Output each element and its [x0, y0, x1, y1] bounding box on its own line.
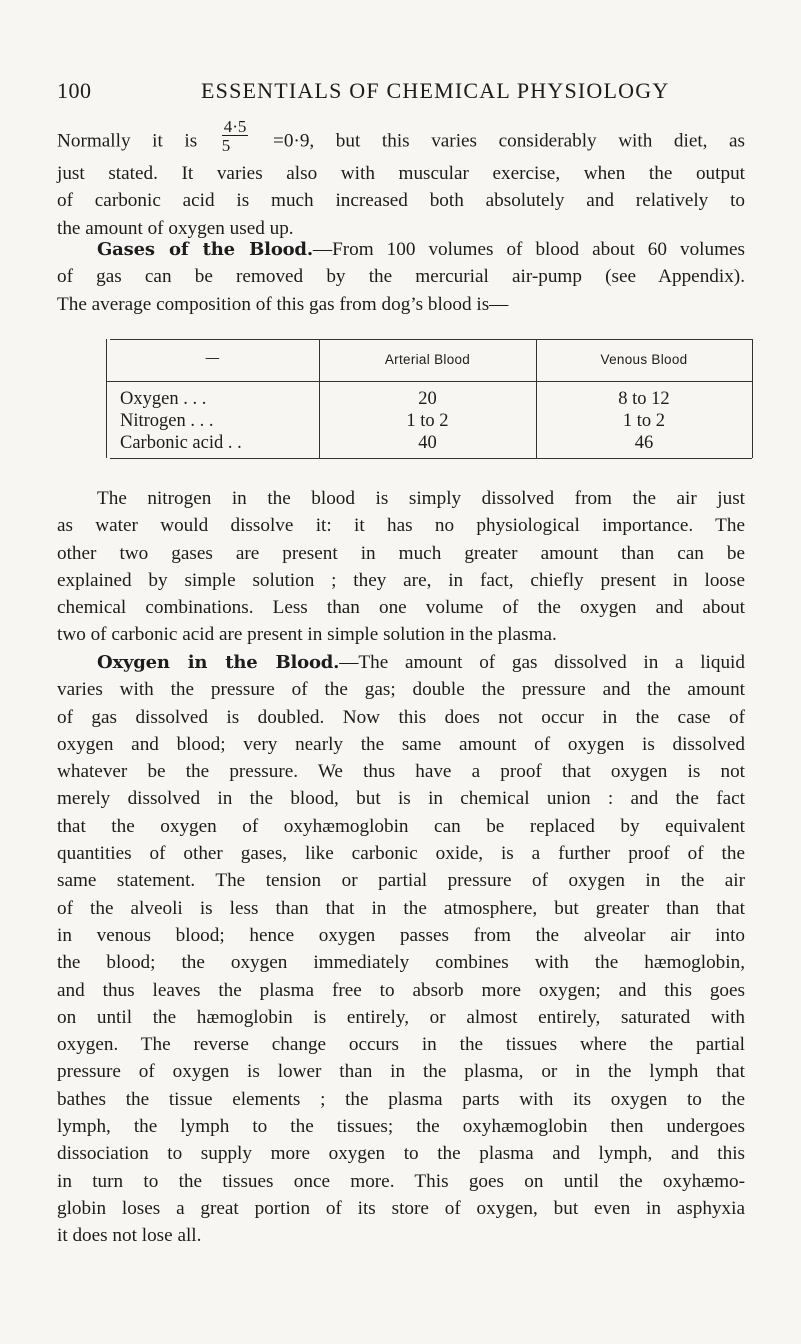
cell-arterial-carbonic-acid: 40 [418, 433, 437, 453]
text-line: dissociation to supply more oxygen to the plasma and lymph, and this [57, 1143, 745, 1165]
text-line: same statement. The tension or partial pressure of oxygen in the air [57, 870, 745, 892]
text-line: globin loses a great portion of its store of oxygen, but even in asphyxia [57, 1197, 745, 1219]
text-line: varies with the pressure of the gas; double the pressure and the amount [57, 679, 745, 701]
text-line: quantities of other gases, like carbonic oxide, is a further proof of the [57, 843, 745, 865]
text-line: explained by simple solution ; they are, in fact, chiefly present in loose [57, 569, 745, 591]
section-heading: Oxygen in the Blood. [97, 652, 340, 673]
fraction-denominator: 5 [221, 136, 231, 155]
running-title: ESSENTIALS OF CHEMICAL PHYSIOLOGY [201, 78, 670, 103]
table-rule-bottom [110, 458, 752, 459]
text-line: The average composition of this gas from dog’s blood is— [57, 293, 509, 315]
text-line: in turn to the tissues once more. This goes on until the oxyhæmo- [57, 1170, 745, 1192]
paragraph-ratio [57, 117, 746, 242]
text-line: Normally it is $\frac{4\cdot 5}{5}$ =0·9, but this varies considerably with diet, as [57, 117, 746, 155]
text-line: and thus leaves the plasma free to absorb more oxygen; and this goes [57, 979, 745, 1001]
text-line: just stated. It varies also with muscular exercise, when the output [57, 163, 745, 184]
text-line: of gas dissolved is doubled. Now this does not occur in the case of [57, 706, 745, 728]
text-line: the amount of oxygen used up. [57, 217, 294, 239]
blood-gas-table [106, 337, 756, 460]
cell-arterial-oxygen: 20 [418, 389, 437, 409]
page-number: 100 [57, 78, 92, 103]
text-line: of gas can be removed by the mercurial air-pump (see Appendix). [57, 266, 745, 288]
table-rule-header [106, 381, 752, 382]
column-header-arterial: Arterial Blood [384, 352, 471, 367]
column-header-venous: Venous Blood [600, 352, 688, 367]
text-line: oxygen and blood; very nearly the same amount of oxygen is dissolved [57, 733, 745, 755]
paragraph-nitrogen [57, 485, 745, 649]
text-line: of carbonic acid is much increased both absolutely and relatively to [57, 190, 745, 212]
text-line: as water would dissolve it: it has no physiological importance. The [57, 515, 745, 537]
text-line: Gases of the Blood.—From 100 volumes of blood about 60 volumes [97, 239, 745, 260]
text-line: pressure of oxygen is lower than in the plasma, or in the lymph that [57, 1061, 745, 1083]
text-line: on until the hæmoglobin is entirely, or almost entirely, saturated with [57, 1006, 745, 1028]
text-line: in venous blood; hence oxygen passes from the alveolar air into [57, 924, 745, 946]
section-heading: Gases of the Blood. [97, 239, 313, 260]
paragraph-gases-of-blood [57, 236, 745, 318]
text-line: of the alveoli is less than that in the atmosphere, but greater than that [57, 897, 745, 919]
text-line: that the oxygen of oxyhæmoglobin can be replaced by equivalent [57, 815, 745, 837]
text-line: other two gases are present in much greater amount than can be [57, 542, 745, 564]
text-line: bathes the tissue elements ; the plasma parts with its oxygen to the [57, 1088, 745, 1110]
row-label-carbonic-acid: Carbonic acid . . [120, 433, 242, 453]
paragraph-oxygen-in-blood [57, 649, 745, 1250]
fraction-numerator: 4·5 [223, 117, 247, 136]
text-line: chemical combinations. Less than one volume of the oxygen and about [57, 597, 745, 619]
text-line: merely dissolved in the blood, but is in chemical union : and the fact [57, 788, 745, 810]
text-line: the blood; the oxygen immediately combines with the hæmoglobin, [57, 952, 745, 974]
text-line: whatever be the pressure. We thus have a proof that oxygen is not [57, 761, 745, 783]
table-rule-right [752, 339, 753, 458]
cell-arterial-nitrogen: 1 to 2 [406, 411, 449, 431]
text-line: two of carbonic acid are present in simple solution in the plasma. [57, 624, 557, 646]
table-rule-top [110, 339, 752, 340]
table-corner: — [205, 350, 220, 365]
row-label-nitrogen: Nitrogen . . . [120, 411, 214, 431]
cell-venous-carbonic-acid: 46 [634, 433, 654, 453]
text-line: Oxygen in the Blood.—The amount of gas dissolved in a liquid [97, 652, 745, 673]
text-line: The nitrogen in the blood is simply dissolved from the air just [97, 488, 745, 509]
text-line: oxygen. The reverse change occurs in the tissues where the partial [57, 1034, 745, 1056]
cell-venous-nitrogen: 1 to 2 [622, 411, 666, 431]
text-line: lymph, the lymph to the tissues; the oxyhæmoglobin then undergoes [57, 1116, 745, 1138]
fraction [222, 118, 249, 154]
cell-venous-oxygen: 8 to 12 [618, 389, 670, 409]
text-line: it does not lose all. [57, 1225, 202, 1247]
row-label-oxygen: Oxygen . . . [120, 389, 207, 409]
